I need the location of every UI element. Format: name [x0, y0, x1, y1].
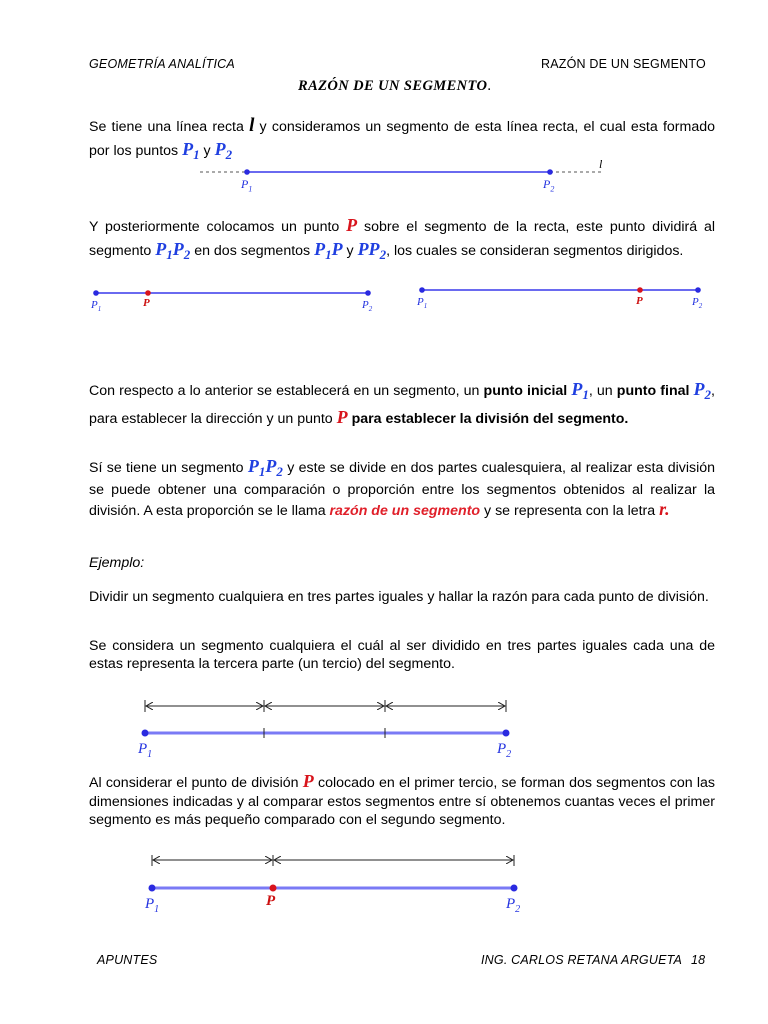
fig5-point-p1 — [149, 885, 156, 892]
fig3-label-p1: $P_1$ — [417, 296, 428, 311]
header-right: RAZÓN DE UN SEGMENTO — [541, 57, 706, 71]
fig3-label-p: P — [636, 295, 643, 307]
paragraph-direction: Con respecto a lo anterior se establecerá en un segmento, un punto inicial $P_1$, un punto final $P_2$, para establecer la dirección y un punto P para establecer la división del segmento. — [89, 379, 715, 427]
paragraph-example-task: Dividir un segmento cualquiera en tres partes iguales y hallar la razón para cada punto de división. — [89, 589, 709, 605]
fig2-label-p2: $P_2$ — [362, 299, 373, 314]
paragraph-ratio-definition: Sí se tiene un segmento $P_1P_2$ y este se divide en dos partes cualesquiera, al realizar esta división se puede obtener una comparación o proporción entre los segmentos obtenidos al realizar la división. A esta proporción se le llama razón de un segmento y se representa con la letra r. — [89, 456, 716, 519]
page-number: 18 — [691, 953, 706, 967]
paragraph-point-p: Y posteriormente colocamos un punto P sobre el segmento de la recta, este punto dividirá al segmento $P_1P_2$ en dos segmentos $P_1P$ y $PP_2$, los cuales se consideran segmentos dirigidos. — [89, 215, 715, 262]
fig5-label-p1: $P_1$ — [145, 896, 160, 915]
footer-left: APUNTES — [97, 953, 158, 967]
fig2-label-p: P — [143, 297, 150, 309]
fig5-label-p: P — [266, 893, 276, 909]
fig2-label-p1: $P_1$ — [91, 299, 102, 314]
fig4-label-p2: $P_2$ — [497, 741, 512, 760]
fig1-label-p2: $P_2$ — [543, 177, 555, 194]
header-left: GEOMETRÍA ANALÍTICA — [89, 57, 235, 71]
fig5-label-p2: $P_2$ — [506, 896, 521, 915]
paragraph-first-third: Al considerar el punto de división P colocado en el primer tercio, se forman dos segmentos con las dimensiones indicadas y al comparar estos segmentos entre sí obtenemos cuantas veces el primer segmento es más pequeño comparado con el segundo segmento. — [89, 771, 715, 828]
example-label: Ejemplo: — [89, 555, 145, 571]
fig4-label-p1: $P_1$ — [138, 741, 153, 760]
paragraph-intro: Se tiene una línea recta l y consideramos un segmento de esta línea recta, el cual esta formado por los puntos $P_1$ y $P_2$ — [89, 115, 715, 162]
fig5-point-p2 — [511, 885, 518, 892]
fig5-point-p — [270, 885, 277, 892]
fig3-label-p2: $P_2$ — [692, 296, 703, 311]
fig1-label-p1: $P_1$ — [241, 177, 253, 194]
page-title: RAZÓN DE UN SEGMENTO. — [298, 78, 492, 94]
footer-author: ING. CARLOS RETANA ARGUETA — [481, 953, 683, 967]
fig1-label-l: l — [599, 157, 603, 171]
paragraph-thirds: Se considera un segmento cualquiera el cuál al ser dividido en tres partes iguales cada una de estas representa la tercera parte (un tercio) del segmento. — [89, 638, 715, 672]
